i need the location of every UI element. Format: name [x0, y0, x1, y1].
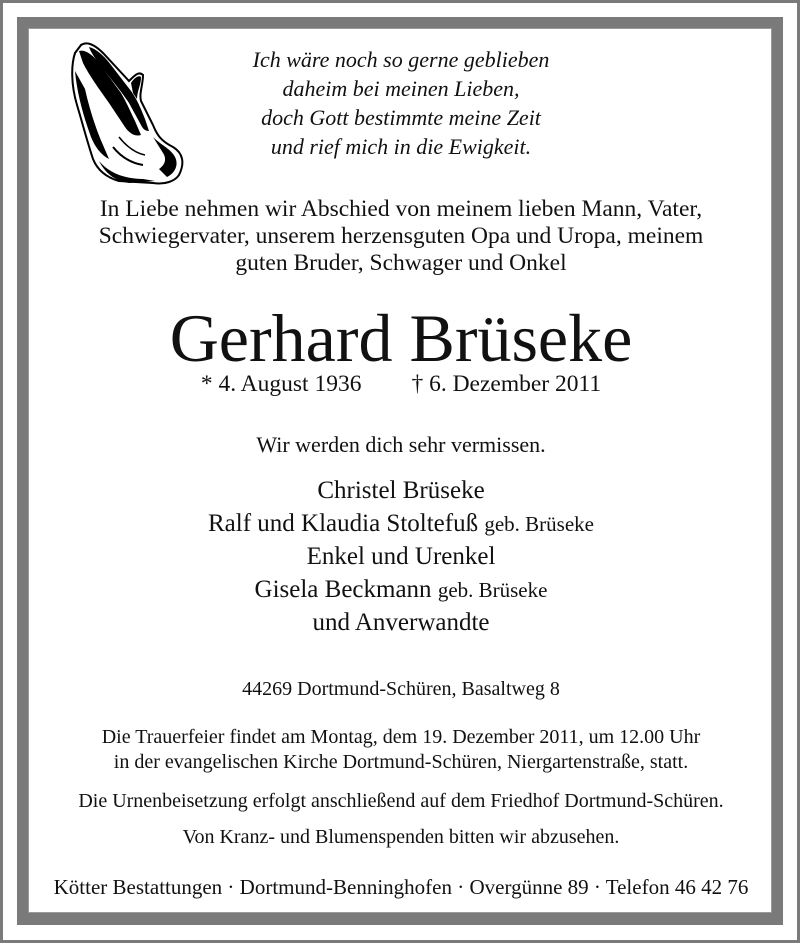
service-line: Die Trauerfeier findet am Montag, dem 19. Dezember 2011, um 12.00 Uhr	[101, 726, 701, 748]
life-dates	[29, 371, 773, 398]
poem-line: Ich wäre noch so gerne geblieben	[252, 47, 550, 72]
farewell-text: Wir werden dich sehr vermissen.	[256, 432, 546, 457]
poem-line: doch Gott bestimmte meine Zeit	[261, 105, 541, 130]
birth-date: * 4. August 1936	[200, 371, 362, 397]
intro-line: Schwiegervater, unserem herzensguten Opa und Uropa, meinem	[98, 223, 704, 249]
mourner-note: geb. Brüseke	[437, 578, 548, 602]
praying-hands-icon	[69, 41, 185, 185]
mourner	[29, 543, 773, 571]
mourner-name: Gisela Beckmann	[254, 576, 432, 603]
service-line: in der evangelischen Kirche Dortmund-Schüren, Niergartenstraße, statt.	[113, 751, 689, 773]
mourner-name: Enkel und Urenkel	[306, 543, 496, 570]
address: 44269 Dortmund-Schüren, Basaltweg 8	[242, 678, 560, 700]
burial-info: Die Urnenbeisetzung erfolgt anschließend auf dem Friedhof Dortmund-Schüren.	[78, 790, 724, 812]
poem-line: und rief mich in die Ewigkeit.	[270, 134, 532, 159]
mourner	[29, 477, 773, 505]
mourner	[29, 609, 773, 637]
intro-line: In Liebe nehmen wir Abschied von meinem lieben Mann, Vater,	[99, 196, 703, 222]
death-date: † 6. Dezember 2011	[411, 371, 602, 397]
funeral-home-footer: Kötter Bestattungen · Dortmund-Benninghofen · Overgünne 89 · Telefon 46 42 76	[53, 875, 749, 899]
intro-line: guten Bruder, Schwager und Onkel	[235, 250, 567, 276]
poem-line: daheim bei meinen Lieben,	[282, 76, 520, 101]
flowers-note: Von Kranz- und Blumenspenden bitten wir abzusehen.	[182, 826, 620, 848]
mourner-note: geb. Brüseke	[484, 512, 594, 536]
deceased-name: Gerhard Brüseke	[169, 300, 633, 376]
mourner-name: Christel Brüseke	[317, 477, 485, 504]
mourner-name: Ralf und Klaudia Stoltefuß	[208, 510, 479, 537]
mourner	[29, 510, 773, 538]
obituary-notice	[28, 28, 772, 913]
mourner-name: und Anverwandte	[312, 609, 490, 636]
mourner	[29, 576, 773, 604]
